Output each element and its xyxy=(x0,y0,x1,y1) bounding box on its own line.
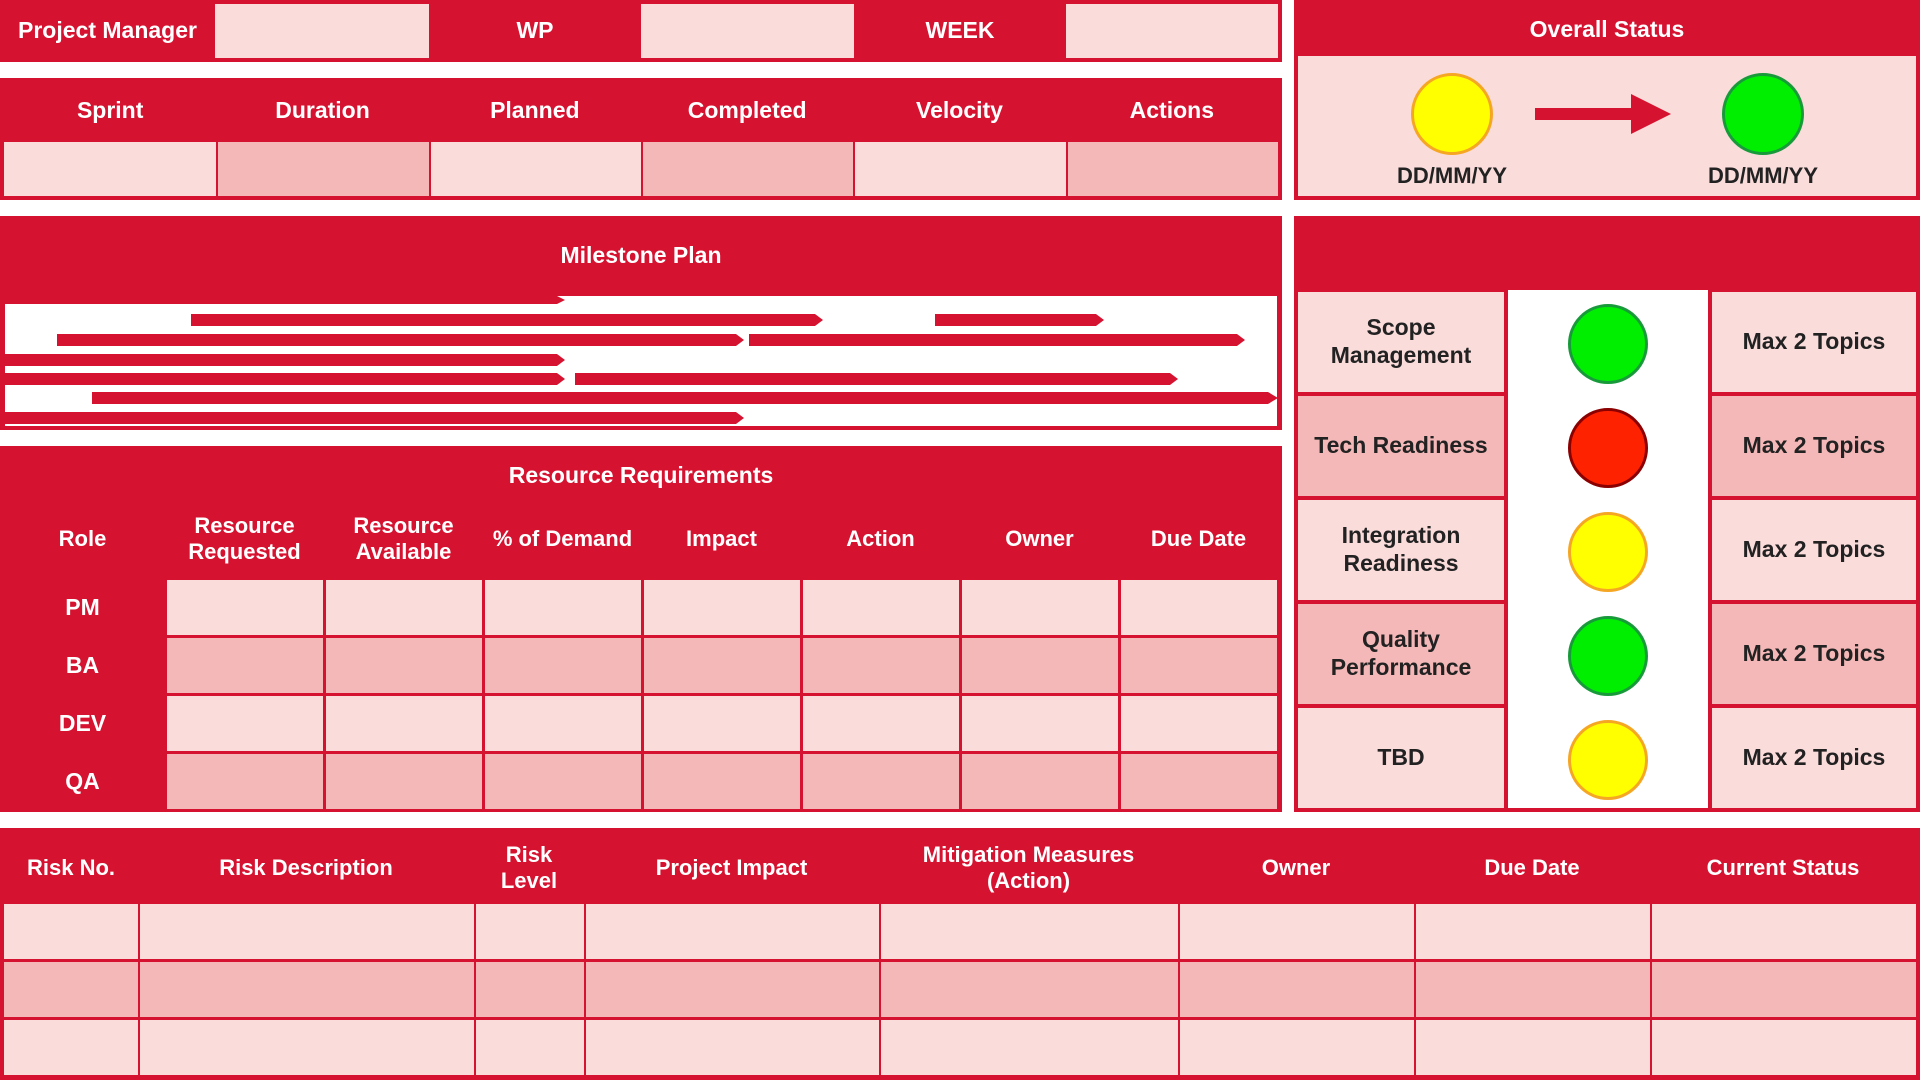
resource-cell[interactable] xyxy=(962,580,1118,635)
risk-cell[interactable] xyxy=(586,962,879,1017)
resource-cell[interactable] xyxy=(1121,754,1277,809)
status-from-indicator xyxy=(1411,73,1493,155)
status-light-tbd xyxy=(1568,720,1648,800)
risk-col-header: Mitigation Measures (Action) xyxy=(922,841,1135,893)
status-to-indicator xyxy=(1722,73,1804,155)
resource-col-header: Owner xyxy=(1005,525,1074,551)
risk-cell[interactable] xyxy=(881,962,1178,1017)
risk-col-header: Owner xyxy=(1261,854,1331,880)
project-manager-field[interactable] xyxy=(215,4,429,58)
resource-cell[interactable] xyxy=(644,696,800,751)
resource-col-header: Action xyxy=(846,525,915,551)
risk-col-header: Risk Level xyxy=(500,841,558,893)
milestone-bar xyxy=(5,412,744,424)
resource-cell[interactable] xyxy=(1121,580,1277,635)
resource-requirements-title: Resource Requirements xyxy=(508,462,774,489)
week-label: WEEK xyxy=(925,17,995,44)
resource-cell[interactable] xyxy=(962,754,1118,809)
risk-cell[interactable] xyxy=(476,904,584,959)
resource-role-qa: QA xyxy=(65,768,100,795)
status-label-quality-performance: Quality Performance xyxy=(1298,604,1504,704)
resource-col-header: Resource Requested xyxy=(188,512,301,564)
project-manager-label: Project Manager xyxy=(18,17,197,44)
milestone-bar xyxy=(92,392,1278,404)
status-to-date: DD/MM/YY xyxy=(1708,162,1818,188)
risk-cell[interactable] xyxy=(476,1020,584,1075)
resource-cell[interactable] xyxy=(803,696,959,751)
milestone-bar xyxy=(575,373,1178,385)
status-label-scope-management: Scope Management xyxy=(1298,292,1504,392)
status-from-date: DD/MM/YY xyxy=(1397,162,1507,188)
resource-cell[interactable] xyxy=(167,638,323,693)
resource-cell[interactable] xyxy=(167,696,323,751)
wp-field[interactable] xyxy=(641,4,854,58)
risk-cell[interactable] xyxy=(1180,962,1414,1017)
risk-cell[interactable] xyxy=(4,962,138,1017)
milestone-bar xyxy=(5,296,565,304)
resource-cell[interactable] xyxy=(326,580,482,635)
sprint-cell-completed[interactable] xyxy=(643,142,853,196)
resource-cell[interactable] xyxy=(962,696,1118,751)
status-label-tech-readiness: Tech Readiness xyxy=(1298,396,1504,496)
resource-col-header: Role xyxy=(58,525,107,551)
resource-cell[interactable] xyxy=(644,638,800,693)
risk-cell[interactable] xyxy=(881,904,1178,959)
risk-cell[interactable] xyxy=(140,1020,474,1075)
risk-cell[interactable] xyxy=(586,1020,879,1075)
risk-cell[interactable] xyxy=(1652,904,1916,959)
resource-cell[interactable] xyxy=(167,580,323,635)
resource-col-header: Resource Available xyxy=(353,512,454,564)
resource-cell[interactable] xyxy=(803,580,959,635)
resource-col-header: % of Demand xyxy=(492,525,633,551)
risk-cell[interactable] xyxy=(1652,1020,1916,1075)
risk-cell[interactable] xyxy=(881,1020,1178,1075)
status-label-integration-readiness: Integration Readiness xyxy=(1298,500,1504,600)
milestone-gantt-chart xyxy=(0,290,1282,430)
resource-cell[interactable] xyxy=(326,754,482,809)
sprint-cell-actions[interactable] xyxy=(1068,142,1278,196)
milestone-bar xyxy=(191,314,823,326)
risk-cell[interactable] xyxy=(586,904,879,959)
resource-cell[interactable] xyxy=(326,696,482,751)
resource-cell[interactable] xyxy=(326,638,482,693)
resource-cell[interactable] xyxy=(962,638,1118,693)
risk-cell[interactable] xyxy=(4,904,138,959)
risk-cell[interactable] xyxy=(140,904,474,959)
sprint-col-sprint: Sprint xyxy=(76,97,144,124)
status-note: Max 2 Topics xyxy=(1712,500,1916,600)
resource-cell[interactable] xyxy=(1121,638,1277,693)
resource-cell[interactable] xyxy=(485,754,641,809)
status-light-tech-readiness xyxy=(1568,408,1648,488)
resource-role-ba: BA xyxy=(65,652,100,679)
risk-cell[interactable] xyxy=(1652,962,1916,1017)
risk-cell[interactable] xyxy=(1416,1020,1650,1075)
sprint-col-completed: Completed xyxy=(687,97,807,124)
risk-col-header: Current Status xyxy=(1706,854,1860,880)
resource-cell[interactable] xyxy=(485,580,641,635)
risk-col-header: Risk No. xyxy=(26,854,116,880)
milestone-bar xyxy=(5,373,565,385)
risk-cell[interactable] xyxy=(1180,904,1414,959)
risk-cell[interactable] xyxy=(1416,962,1650,1017)
risk-cell[interactable] xyxy=(476,962,584,1017)
sprint-col-velocity: Velocity xyxy=(916,97,1003,124)
status-note: Max 2 Topics xyxy=(1712,396,1916,496)
milestone-plan-title: Milestone Plan xyxy=(560,242,722,269)
milestone-bar xyxy=(749,334,1245,346)
milestone-bar xyxy=(57,334,744,346)
status-note: Max 2 Topics xyxy=(1712,292,1916,392)
sprint-cell-sprint[interactable] xyxy=(4,142,216,196)
risk-cell[interactable] xyxy=(1416,904,1650,959)
milestone-bar xyxy=(935,314,1104,326)
risk-col-header: Due Date xyxy=(1484,854,1580,880)
week-field[interactable] xyxy=(1066,4,1278,58)
resource-cell[interactable] xyxy=(803,638,959,693)
resource-cell[interactable] xyxy=(485,696,641,751)
sprint-col-actions: Actions xyxy=(1129,97,1214,124)
resource-cell[interactable] xyxy=(803,754,959,809)
resource-col-header: Due Date xyxy=(1150,525,1247,551)
risk-cell[interactable] xyxy=(1180,1020,1414,1075)
sprint-cell-planned[interactable] xyxy=(431,142,641,196)
resource-role-dev: DEV xyxy=(58,710,107,737)
milestone-bar xyxy=(5,354,565,366)
risk-col-header: Project Impact xyxy=(655,854,808,880)
arrow-right-icon xyxy=(1535,94,1671,134)
sprint-col-duration: Duration xyxy=(275,97,370,124)
resource-col-header: Impact xyxy=(686,525,757,551)
resource-cell[interactable] xyxy=(1121,696,1277,751)
status-light-quality-performance xyxy=(1568,616,1648,696)
status-light-integration-readiness xyxy=(1568,512,1648,592)
resource-role-pm: PM xyxy=(65,594,100,621)
resource-cell[interactable] xyxy=(644,754,800,809)
resource-cell[interactable] xyxy=(485,638,641,693)
sprint-cell-duration[interactable] xyxy=(218,142,428,196)
risk-col-header: Risk Description xyxy=(219,854,393,880)
risk-cell[interactable] xyxy=(140,962,474,1017)
status-note: Max 2 Topics xyxy=(1712,604,1916,704)
wp-label: WP xyxy=(516,17,554,44)
sprint-col-planned: Planned xyxy=(490,97,580,124)
resource-cell[interactable] xyxy=(644,580,800,635)
status-light-scope-management xyxy=(1568,304,1648,384)
risk-cell[interactable] xyxy=(4,1020,138,1075)
resource-cell[interactable] xyxy=(167,754,323,809)
overall-status-title: Overall Status xyxy=(1529,16,1685,43)
status-label-tbd: TBD xyxy=(1298,708,1504,808)
status-note: Max 2 Topics xyxy=(1712,708,1916,808)
sprint-cell-velocity[interactable] xyxy=(855,142,1065,196)
